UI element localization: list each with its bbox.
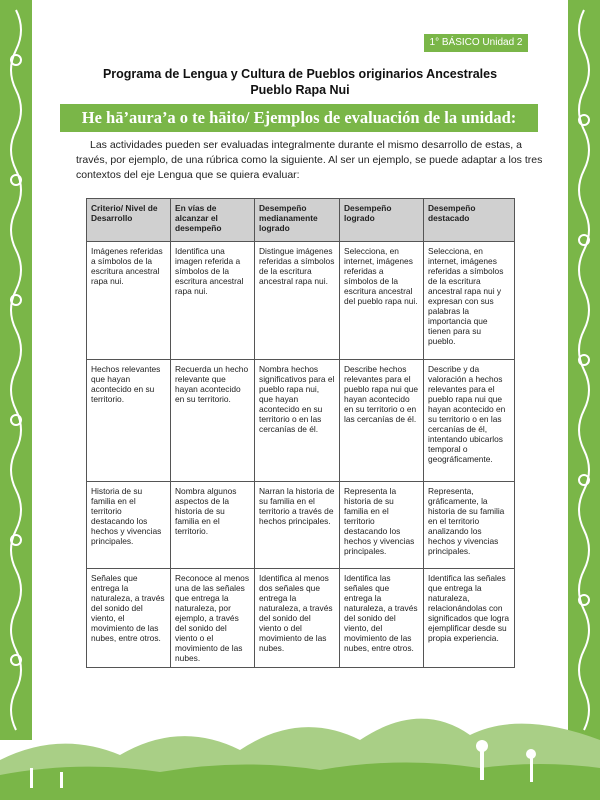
table-cell: Selecciona, en internet, imágenes referidas a símbolos de la escritura ancestral rapa nui y expresan con sus palabras la importancia que tienen para su pueblo.	[424, 242, 515, 360]
table-row	[87, 360, 515, 482]
table-cell: Nombra hechos significativos para el pueblo rapa nui, que hayan acontecido en su territorio o en las cercanías de él.	[255, 360, 340, 482]
section-banner: He hā’aura’a o te hāito/ Ejemplos de evaluación de la unidad:	[60, 104, 538, 132]
program-title: Programa de Lengua y Cultura de Pueblos originarios Ancestrales	[102, 67, 498, 81]
table-header-row	[87, 199, 515, 242]
table-cell: Describe hechos relevantes para el pueblo rapa nui que hayan acontecido en su territorio o en las cercanías de él.	[340, 360, 424, 482]
table-cell: Representa la historia de su familia en el territorio destacando los hechos y vivencias principales.	[340, 482, 424, 569]
table-cell: Identifica al menos dos señales que entrega la naturaleza, a través del sonido del viento o del movimiento de las nubes.	[255, 569, 340, 668]
table-cell: Identifica las señales que entrega la naturaleza, relacionándolas con significados que logra ejemplificar desde su propia experiencia.	[424, 569, 515, 668]
header-logrado: Desempeño logrado	[340, 199, 424, 242]
header-en-vias: En vías de alcanzar el desempeño	[171, 199, 255, 242]
table-cell: Narran la historia de su familia en el territorio a través de hechos principales.	[255, 482, 340, 569]
table-cell: Describe y da valoración a hechos relevantes para el pueblo rapa nui que hayan acontecido en su territorio o en las cercanías de él, intentando ubicarlos temporal o geográficamente.	[424, 360, 515, 482]
table-cell: Reconoce al menos una de las señales que entrega la naturaleza, por ejemplo, a través del sonido del viento o el movimiento de las nubes.	[171, 569, 255, 668]
grade-unit-badge: 1° BÁSICO Unidad 2	[424, 34, 528, 52]
table-row	[87, 482, 515, 569]
header-destacado: Desempeño destacado	[424, 199, 515, 242]
table-cell: Identifica las señales que entrega la naturaleza, a través del sonido del viento, del movimiento de las nubes, entre otros.	[340, 569, 424, 668]
table-cell: Historia de su familia en el territorio destacando los hechos y vivencias principales.	[87, 482, 171, 569]
program-subtitle: Pueblo Rapa Nui	[250, 83, 350, 97]
header-criterio: Criterio/ Nivel de Desarrollo	[87, 199, 171, 242]
table-cell: Recuerda un hecho relevante que hayan acontecido en su territorio.	[171, 360, 255, 482]
table-cell: Selecciona, en internet, imágenes referidas a símbolos de la escritura ancestral del pueblo rapa nui.	[340, 242, 424, 360]
table-row	[87, 569, 515, 668]
table-cell: Identifica una imagen referida a símbolos de la escritura ancestral rapa nui.	[171, 242, 255, 360]
program-title-block	[40, 66, 560, 98]
intro-paragraph: Las actividades pueden ser evaluadas integralmente durante el mismo desarrollo de estas, a través, por ejemplo, de una rúbrica como la siguiente. Al ser un ejemplo, se puede adaptar a los tres contextos del eje Lengua que se quiera evaluar:	[76, 139, 543, 181]
footer-landscape-illustration	[0, 680, 600, 800]
table-cell: Representa, gráficamente, la historia de su familia en el territorio analizando los hechos y vivencias principales.	[424, 482, 515, 569]
left-decorative-border	[0, 0, 32, 740]
table-cell: Distingue imágenes referidas a símbolos de la escritura ancestral rapa nui.	[255, 242, 340, 360]
right-decorative-border	[568, 0, 600, 740]
table-cell: Señales que entrega la naturaleza, a través del sonido del viento, el movimiento de las nubes, entre otros.	[87, 569, 171, 668]
rubric-table	[86, 198, 515, 668]
table-cell: Nombra algunos aspectos de la historia de su familia en el territorio.	[171, 482, 255, 569]
table-row	[87, 242, 515, 360]
table-cell: Imágenes referidas a símbolos de la escritura ancestral rapa nui.	[87, 242, 171, 360]
header-medianamente: Desempeño medianamente logrado	[255, 199, 340, 242]
table-cell: Hechos relevantes que hayan acontecido en su territorio.	[87, 360, 171, 482]
